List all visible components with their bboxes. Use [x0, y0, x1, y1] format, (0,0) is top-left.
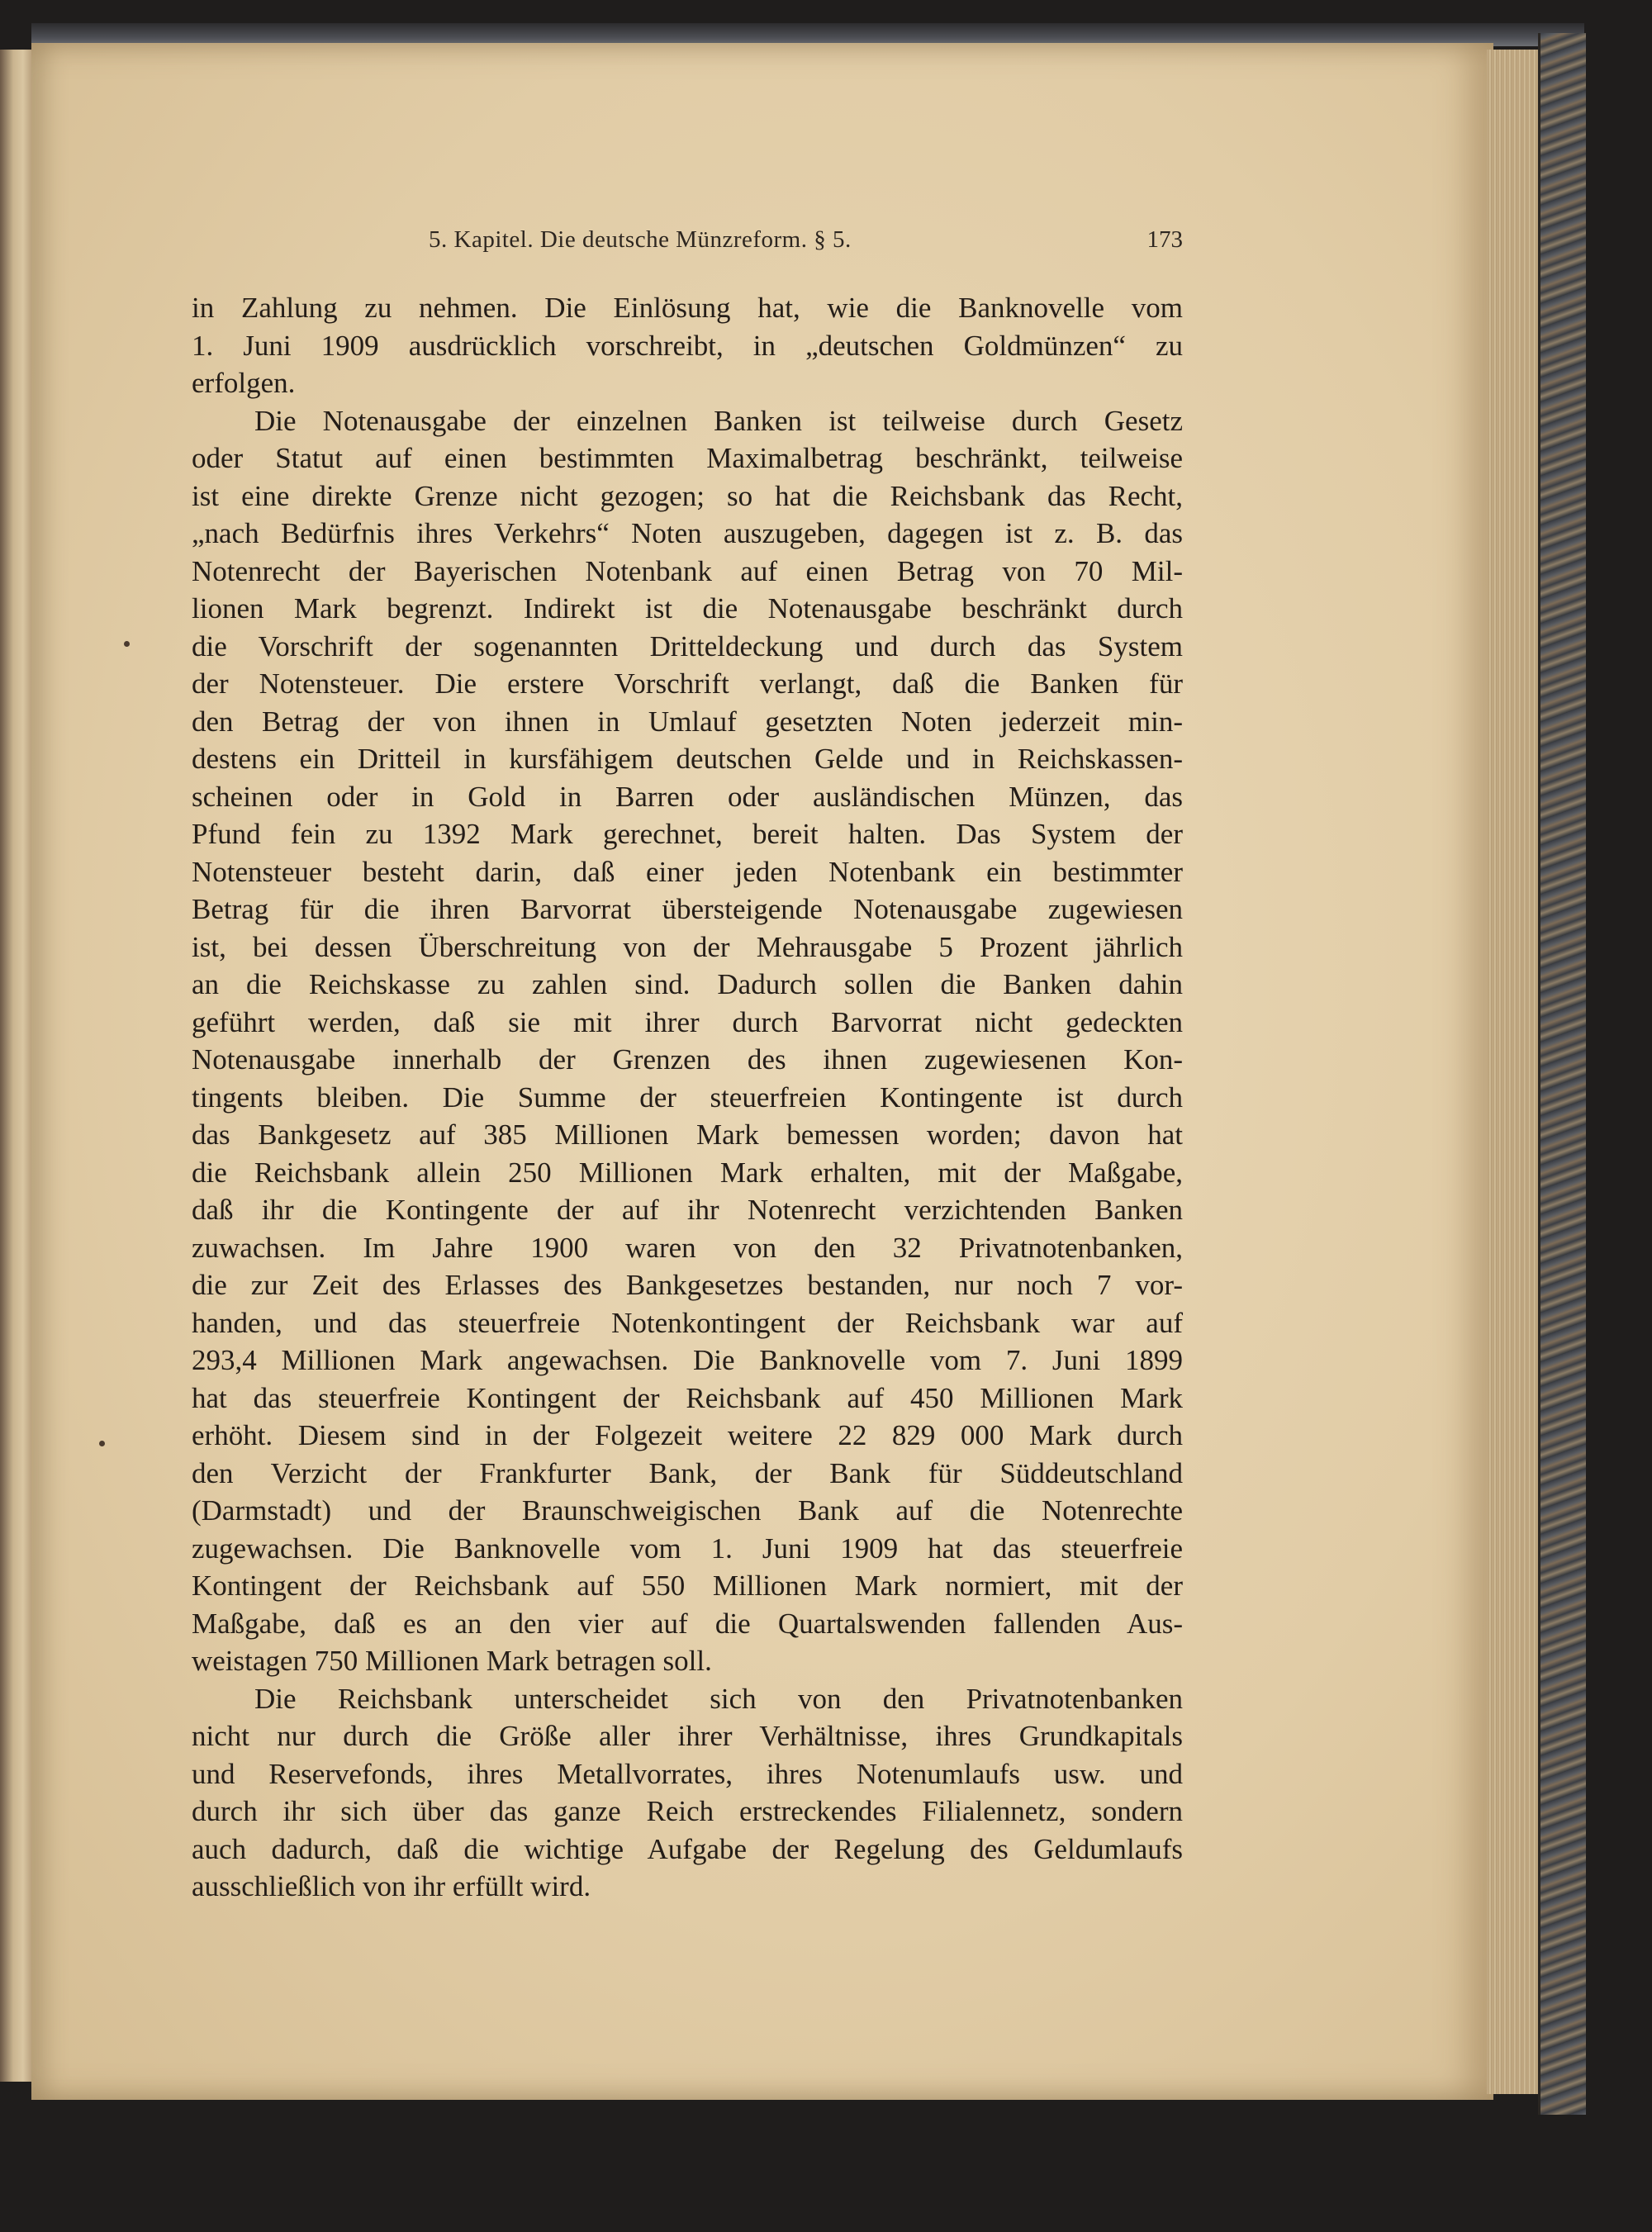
text-line: Die Notenausgabe der einzelnen Banken ist teilweise durch Gesetz — [254, 404, 1183, 437]
text-line: Die Reichsbank unterscheidet sich von den Privatnotenbanken — [254, 1682, 1183, 1715]
page-number: 173 — [1146, 226, 1183, 253]
ink-speck — [124, 641, 130, 647]
ink-speck — [99, 1441, 105, 1446]
text-line: auch dadurch, daß die wichtige Aufgabe der Regelung des Geldumlaufs — [192, 1832, 1183, 1865]
text-line: destens ein Dritteil in kursfähigem deutschen Gelde und in Reichskassen- — [192, 743, 1183, 775]
text-line: ist eine direkte Grenze nicht gezogen; so hat die Reichsbank das Recht, — [192, 479, 1183, 512]
text-line: erhöht. Diesem sind in der Folgezeit weitere 22 829 000 Mark durch — [192, 1419, 1183, 1451]
text-line: Notenausgabe innerhalb der Grenzen des ihnen zugewiesenen Kon- — [192, 1043, 1183, 1076]
marbled-cover-edge — [1538, 33, 1586, 2115]
text-line: an die Reichskasse zu zahlen sind. Dadurch sollen die Banken dahin — [192, 968, 1183, 1000]
text-line: „nach Bedürfnis ihres Verkehrs“ Noten auszugeben, dagegen ist z. B. das — [192, 517, 1183, 549]
text-line: das Bankgesetz auf 385 Millionen Mark bemessen worden; davon hat — [192, 1118, 1183, 1151]
text-line: durch ihr sich über das ganze Reich erstreckendes Filialennetz, sondern — [192, 1795, 1183, 1827]
page-block-edges — [1487, 50, 1541, 2094]
text-line: Notensteuer besteht darin, daß einer jeden Notenbank ein bestimmter — [192, 855, 1183, 888]
text-line: scheinen oder in Gold in Barren oder ausländischen Münzen, das — [192, 780, 1183, 813]
text-line: der Notensteuer. Die erstere Vorschrift verlangt, daß die Banken für — [192, 667, 1183, 700]
text-line: den Verzicht der Frankfurter Bank, der Bank für Süddeutschland — [192, 1456, 1183, 1489]
text-line: in Zahlung zu nehmen. Die Einlösung hat, wie die Banknovelle vom — [192, 292, 1183, 324]
text-line: Notenrecht der Bayerischen Notenbank auf einen Betrag von 70 Mil- — [192, 554, 1183, 587]
text-line: zuwachsen. Im Jahre 1900 waren von den 32 Privatnotenbanken, — [192, 1231, 1183, 1264]
text-line: ausschließlich von ihr erfüllt wird. — [192, 1870, 591, 1902]
text-line: handen, und das steuerfreie Notenkontingent der Reichsbank war auf — [192, 1306, 1183, 1339]
text-line: die Reichsbank allein 250 Millionen Mark erhalten, mit der Maßgabe, — [192, 1156, 1183, 1189]
facing-page-edge — [0, 50, 36, 2082]
text-line: den Betrag der von ihnen in Umlauf gesetzten Noten jederzeit min- — [192, 705, 1183, 738]
text-line: Maßgabe, daß es an den vier auf die Quartalswenden fallenden Aus- — [192, 1607, 1183, 1640]
text-line: die zur Zeit des Erlasses des Bankgesetzes bestanden, nur noch 7 vor- — [192, 1269, 1183, 1301]
chapter-heading: 5. Kapitel. Die deutsche Münzreform. § 5. — [429, 226, 852, 253]
text-line: die Vorschrift der sogenannten Dritteldeckung und durch das System — [192, 629, 1183, 662]
text-line: Kontingent der Reichsbank auf 550 Millionen Mark normiert, mit der — [192, 1570, 1183, 1602]
running-header — [192, 226, 1183, 263]
text-line: Pfund fein zu 1392 Mark gerechnet, bereit halten. Das System der — [192, 818, 1183, 850]
text-line: 1. Juni 1909 ausdrücklich vorschreibt, in „deutschen Goldmünzen“ zu — [192, 329, 1183, 362]
body-text — [192, 289, 1183, 1906]
text-line: und Reservefonds, ihres Metallvorrates, ihres Notenumlaufs usw. und — [192, 1757, 1183, 1790]
text-line: geführt werden, daß sie mit ihrer durch Barvorrat nicht gedeckten — [192, 1005, 1183, 1038]
text-line: daß ihr die Kontingente der auf ihr Notenrecht verzichtenden Banken — [192, 1194, 1183, 1226]
text-line: erfolgen. — [192, 367, 296, 399]
text-line: weistagen 750 Millionen Mark betragen soll. — [192, 1645, 712, 1677]
text-line: hat das steuerfreie Kontingent der Reichsbank auf 450 Millionen Mark — [192, 1381, 1183, 1414]
text-line: tingents bleiben. Die Summe der steuerfreien Kontingente ist durch — [192, 1080, 1183, 1114]
text-line: (Darmstadt) und der Braunschweigischen Bank auf die Notenrechte — [192, 1494, 1183, 1527]
text-line: zugewachsen. Die Banknovelle vom 1. Juni 1909 hat das steuerfreie — [192, 1532, 1183, 1565]
text-line: 293,4 Millionen Mark angewachsen. Die Banknovelle vom 7. Juni 1899 — [192, 1344, 1183, 1376]
text-line: oder Statut auf einen bestimmten Maximalbetrag beschränkt, teilweise — [192, 442, 1183, 474]
text-line: lionen Mark begrenzt. Indirekt ist die Notenausgabe beschränkt durch — [192, 592, 1183, 624]
text-line: ist, bei dessen Überschreitung von der Mehrausgabe 5 Prozent jährlich — [192, 930, 1183, 963]
text-line: Betrag für die ihren Barvorrat übersteigende Notenausgabe zugewiesen — [192, 893, 1183, 925]
text-line: nicht nur durch die Größe aller ihrer Verhältnisse, ihres Grundkapitals — [192, 1720, 1183, 1752]
